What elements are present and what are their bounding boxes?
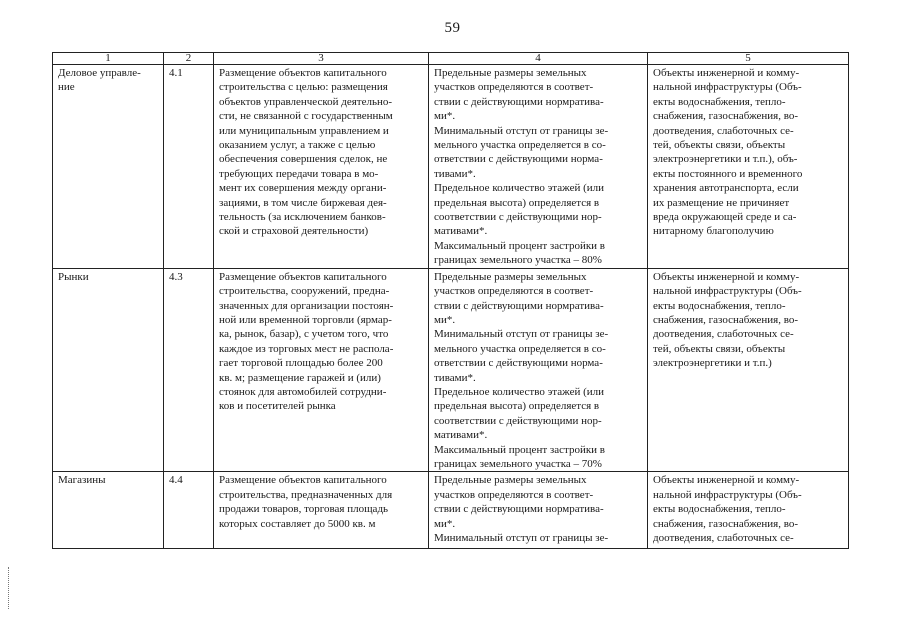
land-use-code: 4.1 [169, 67, 183, 79]
land-use-description: Размещение объектов капитального строительства, сооружений, предна- значенных для организации постоян- ной или временной торговли (ярмар- ка, рынок, базар), с учетом того, что каждое из торговых мест не распола- гает торговой площадью более 200 кв. м; размещение гаражей и (или) стоянок для автомобилей сотрудни- ков и посетителей рынка [219, 270, 394, 413]
land-use-name-cell [53, 65, 164, 269]
parameters-cell [429, 65, 648, 269]
table-header-row [53, 53, 849, 65]
infrastructure-cell [648, 65, 849, 269]
land-use-code-cell [164, 268, 214, 472]
land-use-description: Размещение объектов капитального строительства, предназначенных для продажи товаров, торговая площадь которых составляет до 5000 кв. м [219, 474, 393, 530]
description-cell [214, 268, 429, 472]
table-row [53, 65, 849, 269]
land-use-name: Деловое управле- ние [58, 67, 141, 94]
parameters-cell [429, 268, 648, 472]
building-parameters: Предельные размеры земельных участков определяются в соответ- ствии с действующими нормратива- ми*. Минимальный отступ от границы зе- мельного участка определяется в со- ответствии с действующими норма- тивами*. Предельное количество этажей (или предельная высота) определяется в соответствии с действующими нор- мативами*. Максимальный процент застройки в границах земельного участка – 80% [434, 67, 609, 267]
table-row [53, 472, 849, 549]
auxiliary-uses: Объекты инженерной и комму- нальной инфраструктуры (Объ- екты водоснабжения, тепло- снабжения, газоснабжения, во- доотведения, слаботочных се- тей, объекты связи, объекты электроэнергетики и т.п.) [653, 270, 802, 370]
column-header: 5 [648, 53, 849, 65]
building-parameters: Предельные размеры земельных участков определяются в соответ- ствии с действующими нормратива- ми*. Минимальный отступ от границы зе- мельного участка определяется в со- ответствии с действующими норма- тивами*. Предельное количество этажей (или предельная высота) определяется в соответствии с действующими нор- мативами*. Максимальный процент застройки в границах земельного участка – 70% [434, 270, 609, 470]
land-use-code: 4.4 [169, 474, 183, 487]
page-number: 59 [444, 20, 461, 36]
description-cell [214, 65, 429, 269]
land-use-code-cell [164, 472, 214, 549]
land-use-code: 4.3 [169, 270, 183, 283]
land-use-name: Рынки [58, 270, 89, 283]
scan-margin-mark [8, 567, 10, 609]
table-row [53, 268, 849, 472]
land-use-name-cell [53, 472, 164, 549]
land-use-name: Магазины [58, 474, 106, 487]
land-use-code-cell [164, 65, 214, 269]
column-header: 2 [164, 53, 214, 65]
land-use-name-cell [53, 268, 164, 472]
column-header: 4 [429, 53, 648, 65]
land-use-table [52, 52, 849, 549]
building-parameters: Предельные размеры земельных участков определяются в соответ- ствии с действующими нормратива- ми*. Минимальный отступ от границы зе- [434, 474, 609, 544]
auxiliary-uses: Объекты инженерной и комму- нальной инфраструктуры (Объ- екты водоснабжения, тепло- снабжения, газоснабжения, во- доотведения, слаботочных се- [653, 474, 802, 544]
land-use-description: Размещение объектов капитального строительства с целью: размещения объектов управленческой деятельно- сти, не связанной с государственным или муниципальным управлением и оказанием услуг, а также с целью обеспечения совершения сделок, не требующих передачи товара в мо- мент их совершения между органи- зациями, в том числе биржевая дея- тельность (за исключением банков- ской и страховой деятельности) [219, 67, 393, 238]
auxiliary-uses: Объекты инженерной и комму- нальной инфраструктуры (Объ- екты водоснабжения, тепло- снабжения, газоснабжения, во- доотведения, слаботочных се- тей, объекты связи, объекты электроэнергетики и т.п.), объ- екты постоянного и временного хранения автотранспорта, если их размещение не причиняет вреда окружающей среде и са- нитарному благополучию [653, 67, 803, 238]
column-header: 3 [214, 53, 429, 65]
description-cell [214, 472, 429, 549]
parameters-cell [429, 472, 648, 549]
column-header: 1 [53, 53, 164, 65]
infrastructure-cell [648, 472, 849, 549]
infrastructure-cell [648, 268, 849, 472]
